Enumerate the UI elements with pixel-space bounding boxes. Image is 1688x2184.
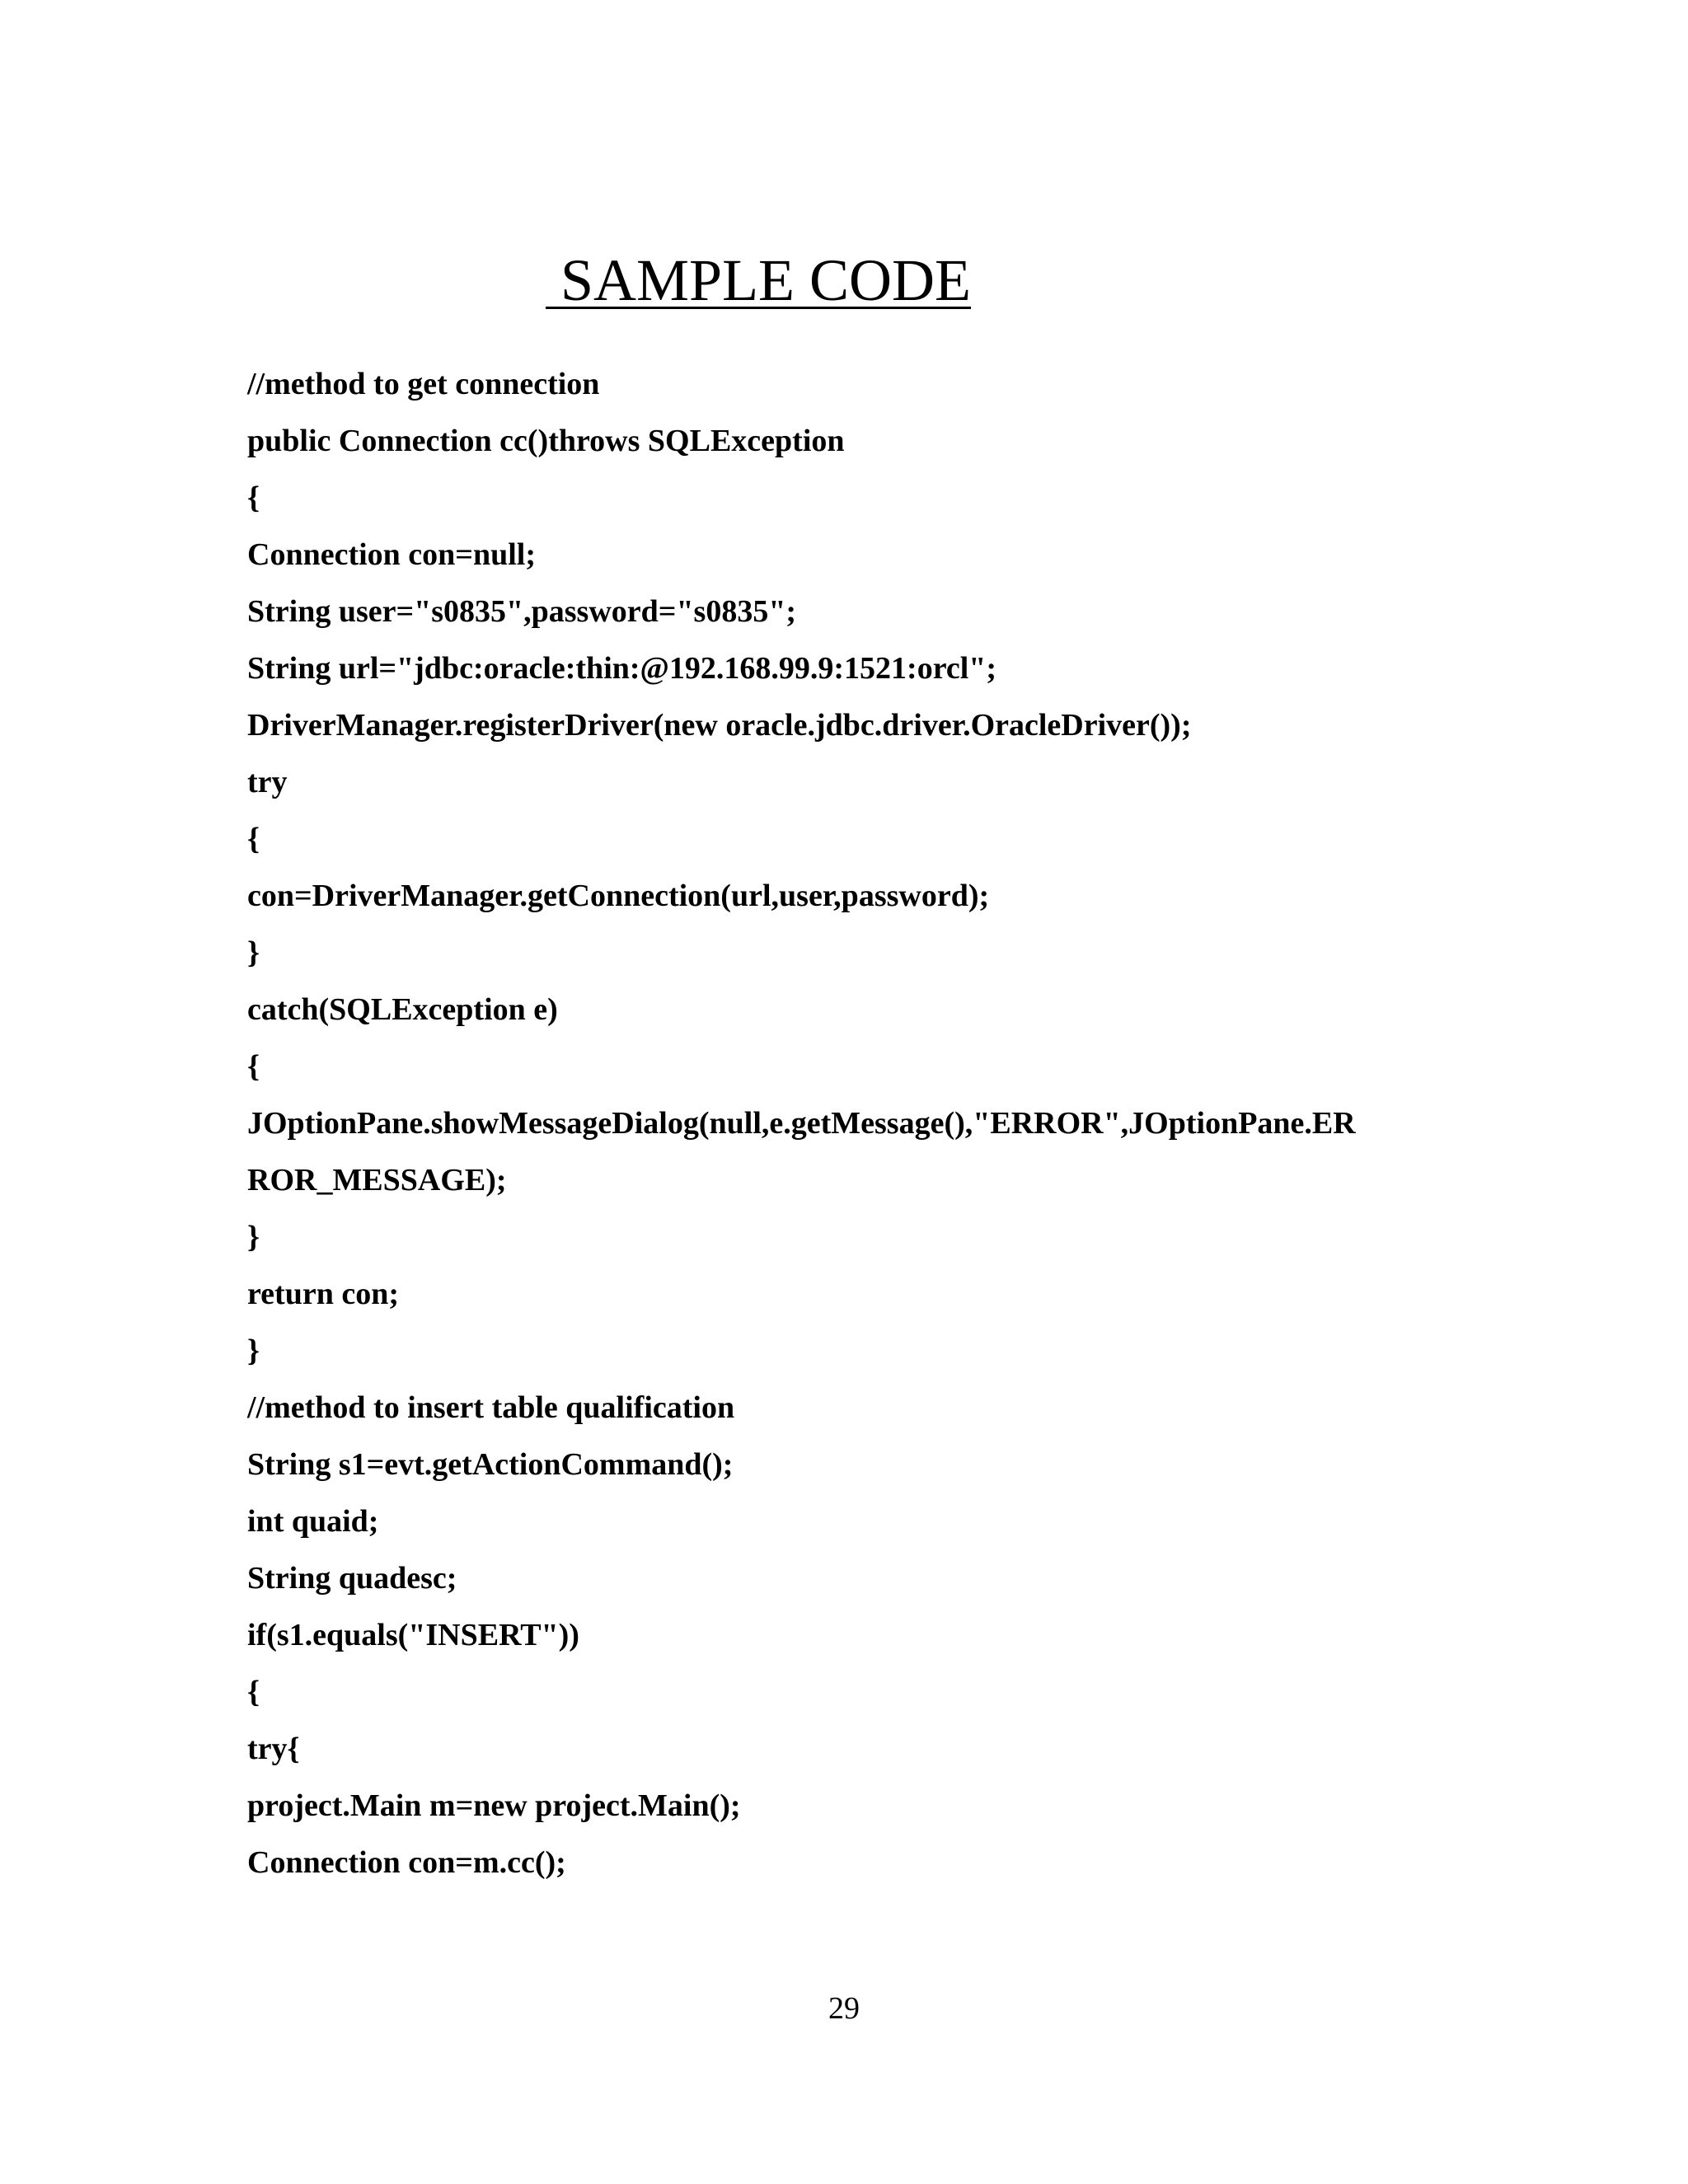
code-line: String user="s0835",password="s0835";: [247, 594, 797, 629]
code-line: String quadesc;: [247, 1561, 457, 1596]
code-line: }: [247, 1220, 260, 1254]
code-line: {: [247, 1049, 260, 1084]
code-line: int quaid;: [247, 1504, 379, 1539]
code-line: return con;: [247, 1277, 399, 1311]
code-line: if(s1.equals("INSERT")): [247, 1618, 579, 1652]
code-line: String url="jdbc:oracle:thin:@192.168.99.9:1521:orcl";: [247, 651, 997, 686]
code-line: ROR_MESSAGE);: [247, 1163, 507, 1197]
code-line: public Connection cc()throws SQLException: [247, 424, 845, 458]
code-line: {: [247, 1675, 260, 1709]
code-line: project.Main m=new project.Main();: [247, 1788, 741, 1823]
page-number: 29: [828, 1991, 860, 2026]
page-title: SAMPLE CODE: [545, 247, 972, 313]
code-line: Connection con=m.cc();: [247, 1845, 566, 1880]
code-line: {: [247, 480, 260, 515]
code-block: [247, 356, 1533, 1891]
code-line: try: [247, 765, 288, 799]
code-line: con=DriverManager.getConnection(url,user,password);: [247, 879, 990, 913]
code-line: }: [247, 935, 260, 970]
code-line: String s1=evt.getActionCommand();: [247, 1447, 734, 1482]
code-line: JOptionPane.showMessageDialog(null,e.getMessage(),"ERROR",JOptionPane.ER: [247, 1106, 1356, 1141]
code-line: catch(SQLException e): [247, 992, 558, 1027]
code-line: Connection con=null;: [247, 537, 536, 572]
code-line: DriverManager.registerDriver(new oracle.jdbc.driver.OracleDriver());: [247, 708, 1192, 743]
code-line: try{: [247, 1732, 300, 1766]
code-line: {: [247, 822, 260, 856]
code-line: //method to get connection: [247, 367, 600, 401]
code-line: }: [247, 1333, 260, 1368]
code-line: //method to insert table qualification: [247, 1390, 735, 1425]
